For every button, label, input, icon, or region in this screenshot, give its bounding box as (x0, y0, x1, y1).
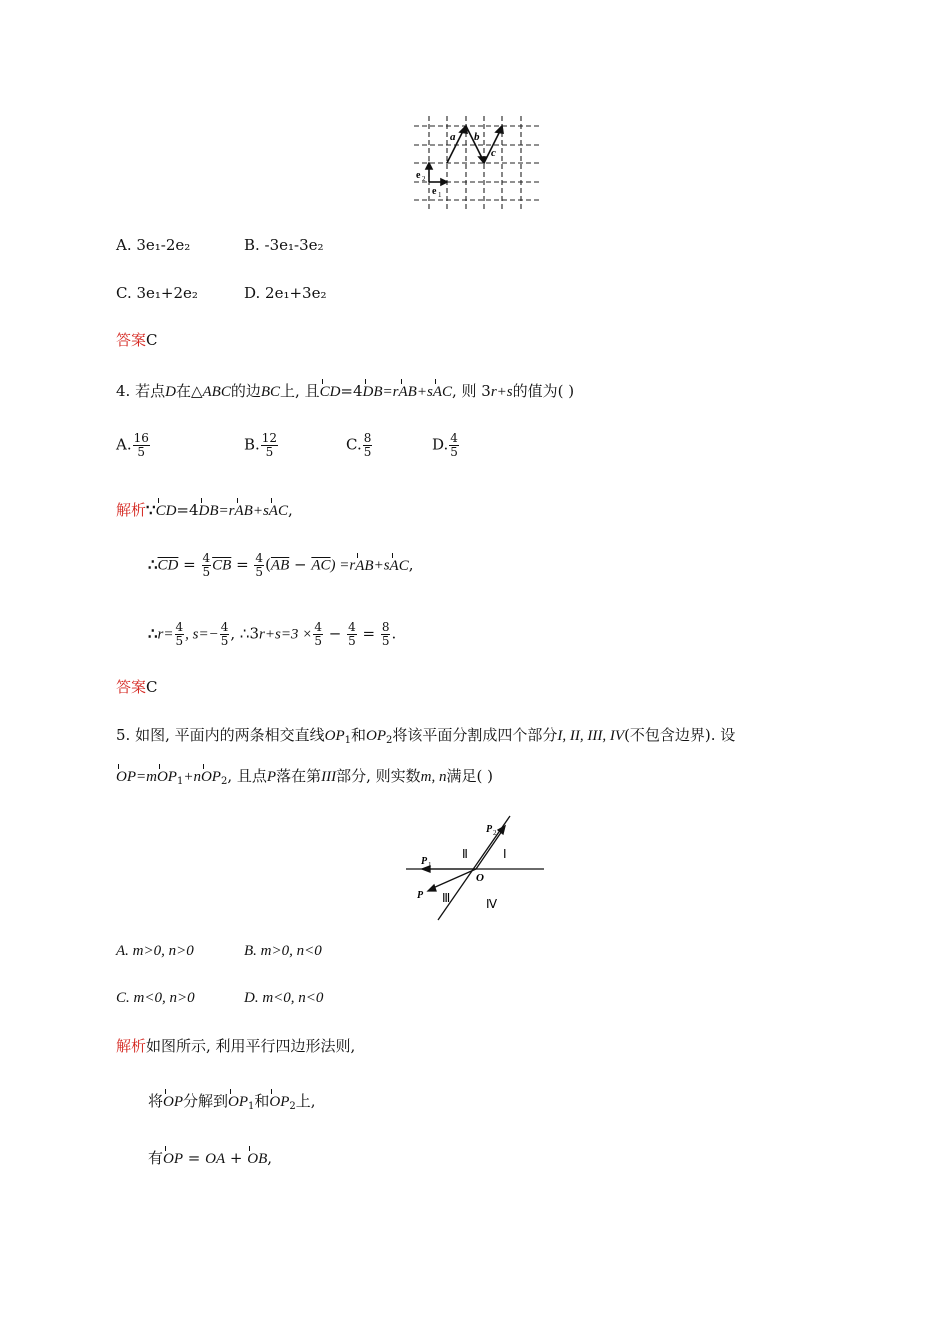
q3-option-a: A. 3e₁-2e₂ (116, 236, 191, 254)
q4-stem (116, 381, 574, 402)
vector-ac: AC (432, 384, 452, 400)
label-p2: P (486, 824, 493, 835)
fraction (254, 552, 264, 579)
vector-c-arrowhead (496, 126, 503, 133)
text: +s (416, 384, 433, 400)
denominator: 5 (255, 565, 264, 579)
vector-ab: AB (398, 384, 417, 400)
label-e2: e (416, 170, 421, 181)
option-label: B. (244, 435, 260, 454)
side-bc: BC (260, 384, 281, 400)
text: +n (183, 769, 201, 785)
option-label: A. (116, 435, 132, 454)
label-p2-sub: 2 (493, 829, 497, 837)
vector-grid-figure (410, 112, 544, 212)
vector-cd: CD (155, 503, 177, 519)
text: 满足( ) (446, 767, 493, 785)
point-d: D (165, 384, 176, 400)
q5-solution-line-2 (148, 1091, 316, 1117)
label-region-iii: Ⅲ (442, 891, 451, 905)
text: 的边 (230, 382, 261, 400)
label-b: b (474, 131, 480, 143)
fraction (175, 621, 185, 648)
numerator: 4 (314, 620, 322, 634)
label-e1-sub: 1 (438, 191, 442, 199)
text: r+s=3 × (259, 626, 313, 643)
q4-solution-line-3 (148, 621, 396, 648)
fraction (202, 552, 212, 579)
denominator: 5 (450, 445, 458, 459)
answer-value: C (146, 678, 158, 696)
subscript: 2 (289, 1101, 296, 1112)
text: (不包含边界). 设 (624, 726, 736, 744)
text: = (231, 555, 254, 574)
vector-op: OP (163, 1094, 184, 1110)
subscript: 1 (248, 1101, 255, 1112)
text: =m (136, 769, 157, 785)
label-a: a (450, 131, 456, 143)
vector-cd: $\overline{CD}$ (157, 557, 179, 574)
option-label: D. (432, 435, 449, 454)
numerator: 4 (220, 620, 229, 634)
text: r= (157, 626, 174, 643)
answer-label: 答案 (116, 331, 147, 349)
text: 将 (148, 1092, 164, 1110)
text: 上, 且 (280, 382, 320, 400)
numerator: 4 (255, 551, 264, 565)
subscript: 1 (176, 776, 184, 787)
text: , (287, 501, 293, 519)
vector-ac: $\overline{AC}$ (311, 557, 331, 574)
vector-ac: AC (268, 503, 288, 519)
label-p: P (417, 890, 424, 901)
vector-op2: OP (269, 1094, 290, 1110)
q3-answer (116, 330, 158, 350)
text: 分解到 (183, 1092, 229, 1110)
label-region-ii: Ⅱ (462, 847, 468, 861)
denominator: 5 (265, 445, 274, 459)
vector-op: OP (163, 1151, 184, 1167)
q3-option-d: D. 2e₁+3e₂ (244, 284, 327, 302)
text: , (267, 1149, 273, 1167)
text: = (183, 1149, 206, 1167)
solution-label: 解析 (116, 1037, 147, 1055)
q4-option-a (116, 432, 151, 459)
label-region-iv: Ⅳ (486, 897, 498, 911)
text: , 则 3 (451, 382, 491, 400)
numerator: 4 (450, 431, 458, 445)
fraction (449, 432, 459, 459)
label-p1: P (421, 856, 428, 867)
part-labels: I, II, III, IV (557, 728, 625, 744)
text: = (178, 555, 201, 574)
q4-option-c (346, 432, 373, 459)
fraction (261, 432, 278, 459)
denominator: 5 (175, 634, 184, 648)
numerator: 8 (381, 620, 390, 634)
text: = (357, 624, 380, 643)
label-e1: e (432, 186, 437, 197)
expression: r+s (490, 384, 513, 400)
because-symbol: ∵ (146, 501, 156, 519)
text: 有 (148, 1149, 164, 1167)
text: +s (252, 503, 269, 519)
numerator: 4 (175, 620, 184, 634)
text: ) =r (330, 557, 356, 574)
fraction (381, 621, 391, 648)
denominator: 5 (137, 445, 146, 459)
q5-stem-line-2 (116, 766, 493, 792)
q5-option-c: C. m<0, n>0 (116, 990, 195, 1006)
vector-op1: OP (228, 1094, 249, 1110)
denominator: 5 (202, 565, 211, 579)
line-op1: OP (324, 728, 345, 744)
vector-ab: AB (234, 503, 253, 519)
q4-solution-line-1 (116, 500, 293, 521)
variables: m, n (420, 769, 447, 785)
text: 在△ (175, 382, 203, 400)
vector-op2 (476, 831, 502, 869)
line-op2: OP (366, 728, 387, 744)
subscript: 2 (220, 776, 228, 787)
fraction (363, 432, 373, 459)
denominator: 5 (314, 634, 322, 648)
text: 上, (295, 1092, 316, 1110)
vector-db: DB (362, 384, 383, 400)
text: 和 (254, 1092, 270, 1110)
text: + (225, 1149, 248, 1167)
vector-ob: OB (247, 1151, 268, 1167)
q5-option-b: B. m>0, n<0 (244, 943, 322, 959)
therefore-symbol: ∴ (148, 624, 158, 643)
q5-option-a: A. m>0, n>0 (116, 943, 194, 959)
label-e2-sub: 2 (422, 175, 426, 183)
solution-label: 解析 (116, 501, 147, 519)
denominator: 5 (220, 634, 229, 648)
denominator: 5 (363, 445, 372, 459)
text: − (289, 555, 312, 574)
text: 若点 (135, 382, 166, 400)
answer-label: 答案 (116, 678, 147, 696)
numerator: 4 (202, 551, 211, 565)
vector-op-arrowhead (428, 885, 436, 891)
denominator: 5 (348, 634, 356, 648)
label-region-i: Ⅰ (503, 847, 507, 861)
q5-solution-line-3 (148, 1148, 272, 1169)
vector-ac: AC (389, 557, 409, 574)
q4-option-d (432, 432, 460, 459)
fraction (347, 621, 357, 648)
subscript: 2 (386, 735, 393, 746)
q4-solution-line-2 (148, 552, 414, 579)
subscript: 1 (344, 735, 352, 746)
q3-option-c: C. 3e₁+2e₂ (116, 284, 198, 302)
q4-option-b (244, 432, 279, 459)
q3-option-b: B. -3e₁-3e₂ (244, 236, 324, 254)
q5-stem-line-1 (116, 725, 735, 751)
label-c: c (491, 147, 496, 159)
question-number: 4. (116, 382, 131, 400)
label-p1-sub: 1 (428, 861, 432, 869)
numerator: 12 (261, 431, 278, 445)
numerator: 16 (133, 431, 149, 445)
text: =4 (176, 501, 199, 519)
text: , ∴3 (230, 624, 260, 643)
therefore-symbol: ∴ (148, 555, 158, 574)
text: +s (373, 557, 390, 574)
text: 如图, 平面内的两条相交直线 (135, 726, 325, 744)
vector-op2: OP (200, 769, 221, 785)
text: =r (218, 503, 235, 519)
text: 将该平面分割成四个部分 (392, 726, 558, 744)
vector-e2-arrowhead (426, 163, 432, 169)
vector-e1-arrowhead (441, 179, 447, 185)
vector-ab: $\overline{AB}$ (270, 557, 290, 574)
question-number: 5. (116, 726, 131, 744)
text: 部分, 则实数 (336, 767, 421, 785)
text: 的值为( ) (512, 382, 575, 400)
text: , (408, 555, 414, 574)
fraction (313, 621, 323, 648)
text: 如图所示, 利用平行四边形法则, (146, 1037, 356, 1055)
vector-cb: $\overline{CB}$ (212, 557, 232, 574)
denominator: 5 (381, 634, 390, 648)
text: , 且点 (227, 767, 267, 785)
vector-op1: OP (156, 769, 177, 785)
text: . (391, 624, 397, 643)
text: =r (382, 384, 399, 400)
q4-answer (116, 677, 158, 697)
vector-oa: OA (205, 1151, 226, 1167)
label-o: O (476, 872, 484, 884)
numerator: 4 (348, 620, 356, 634)
triangle-abc: ABC (202, 384, 231, 400)
fraction (133, 432, 150, 459)
text: 和 (351, 726, 367, 744)
vector-db: DB (198, 503, 219, 519)
fraction (220, 621, 230, 648)
text: =4 (340, 382, 363, 400)
vector-ab: AB (355, 557, 374, 574)
text: ( (265, 555, 271, 574)
point-p: P (266, 769, 277, 785)
text: − (323, 624, 347, 643)
vector-op: OP (116, 769, 136, 785)
option-label: C. (346, 435, 362, 454)
text: 落在第 (276, 767, 322, 785)
intersecting-lines-figure (400, 812, 550, 924)
numerator: 8 (363, 431, 372, 445)
vector-op (433, 869, 476, 888)
q5-option-d: D. m<0, n<0 (244, 990, 324, 1006)
part-iii: III (321, 769, 337, 785)
answer-value: C (146, 331, 158, 349)
q5-solution-line-1 (116, 1036, 355, 1056)
vector-cd: CD (319, 384, 341, 400)
text: , s=− (185, 626, 219, 643)
